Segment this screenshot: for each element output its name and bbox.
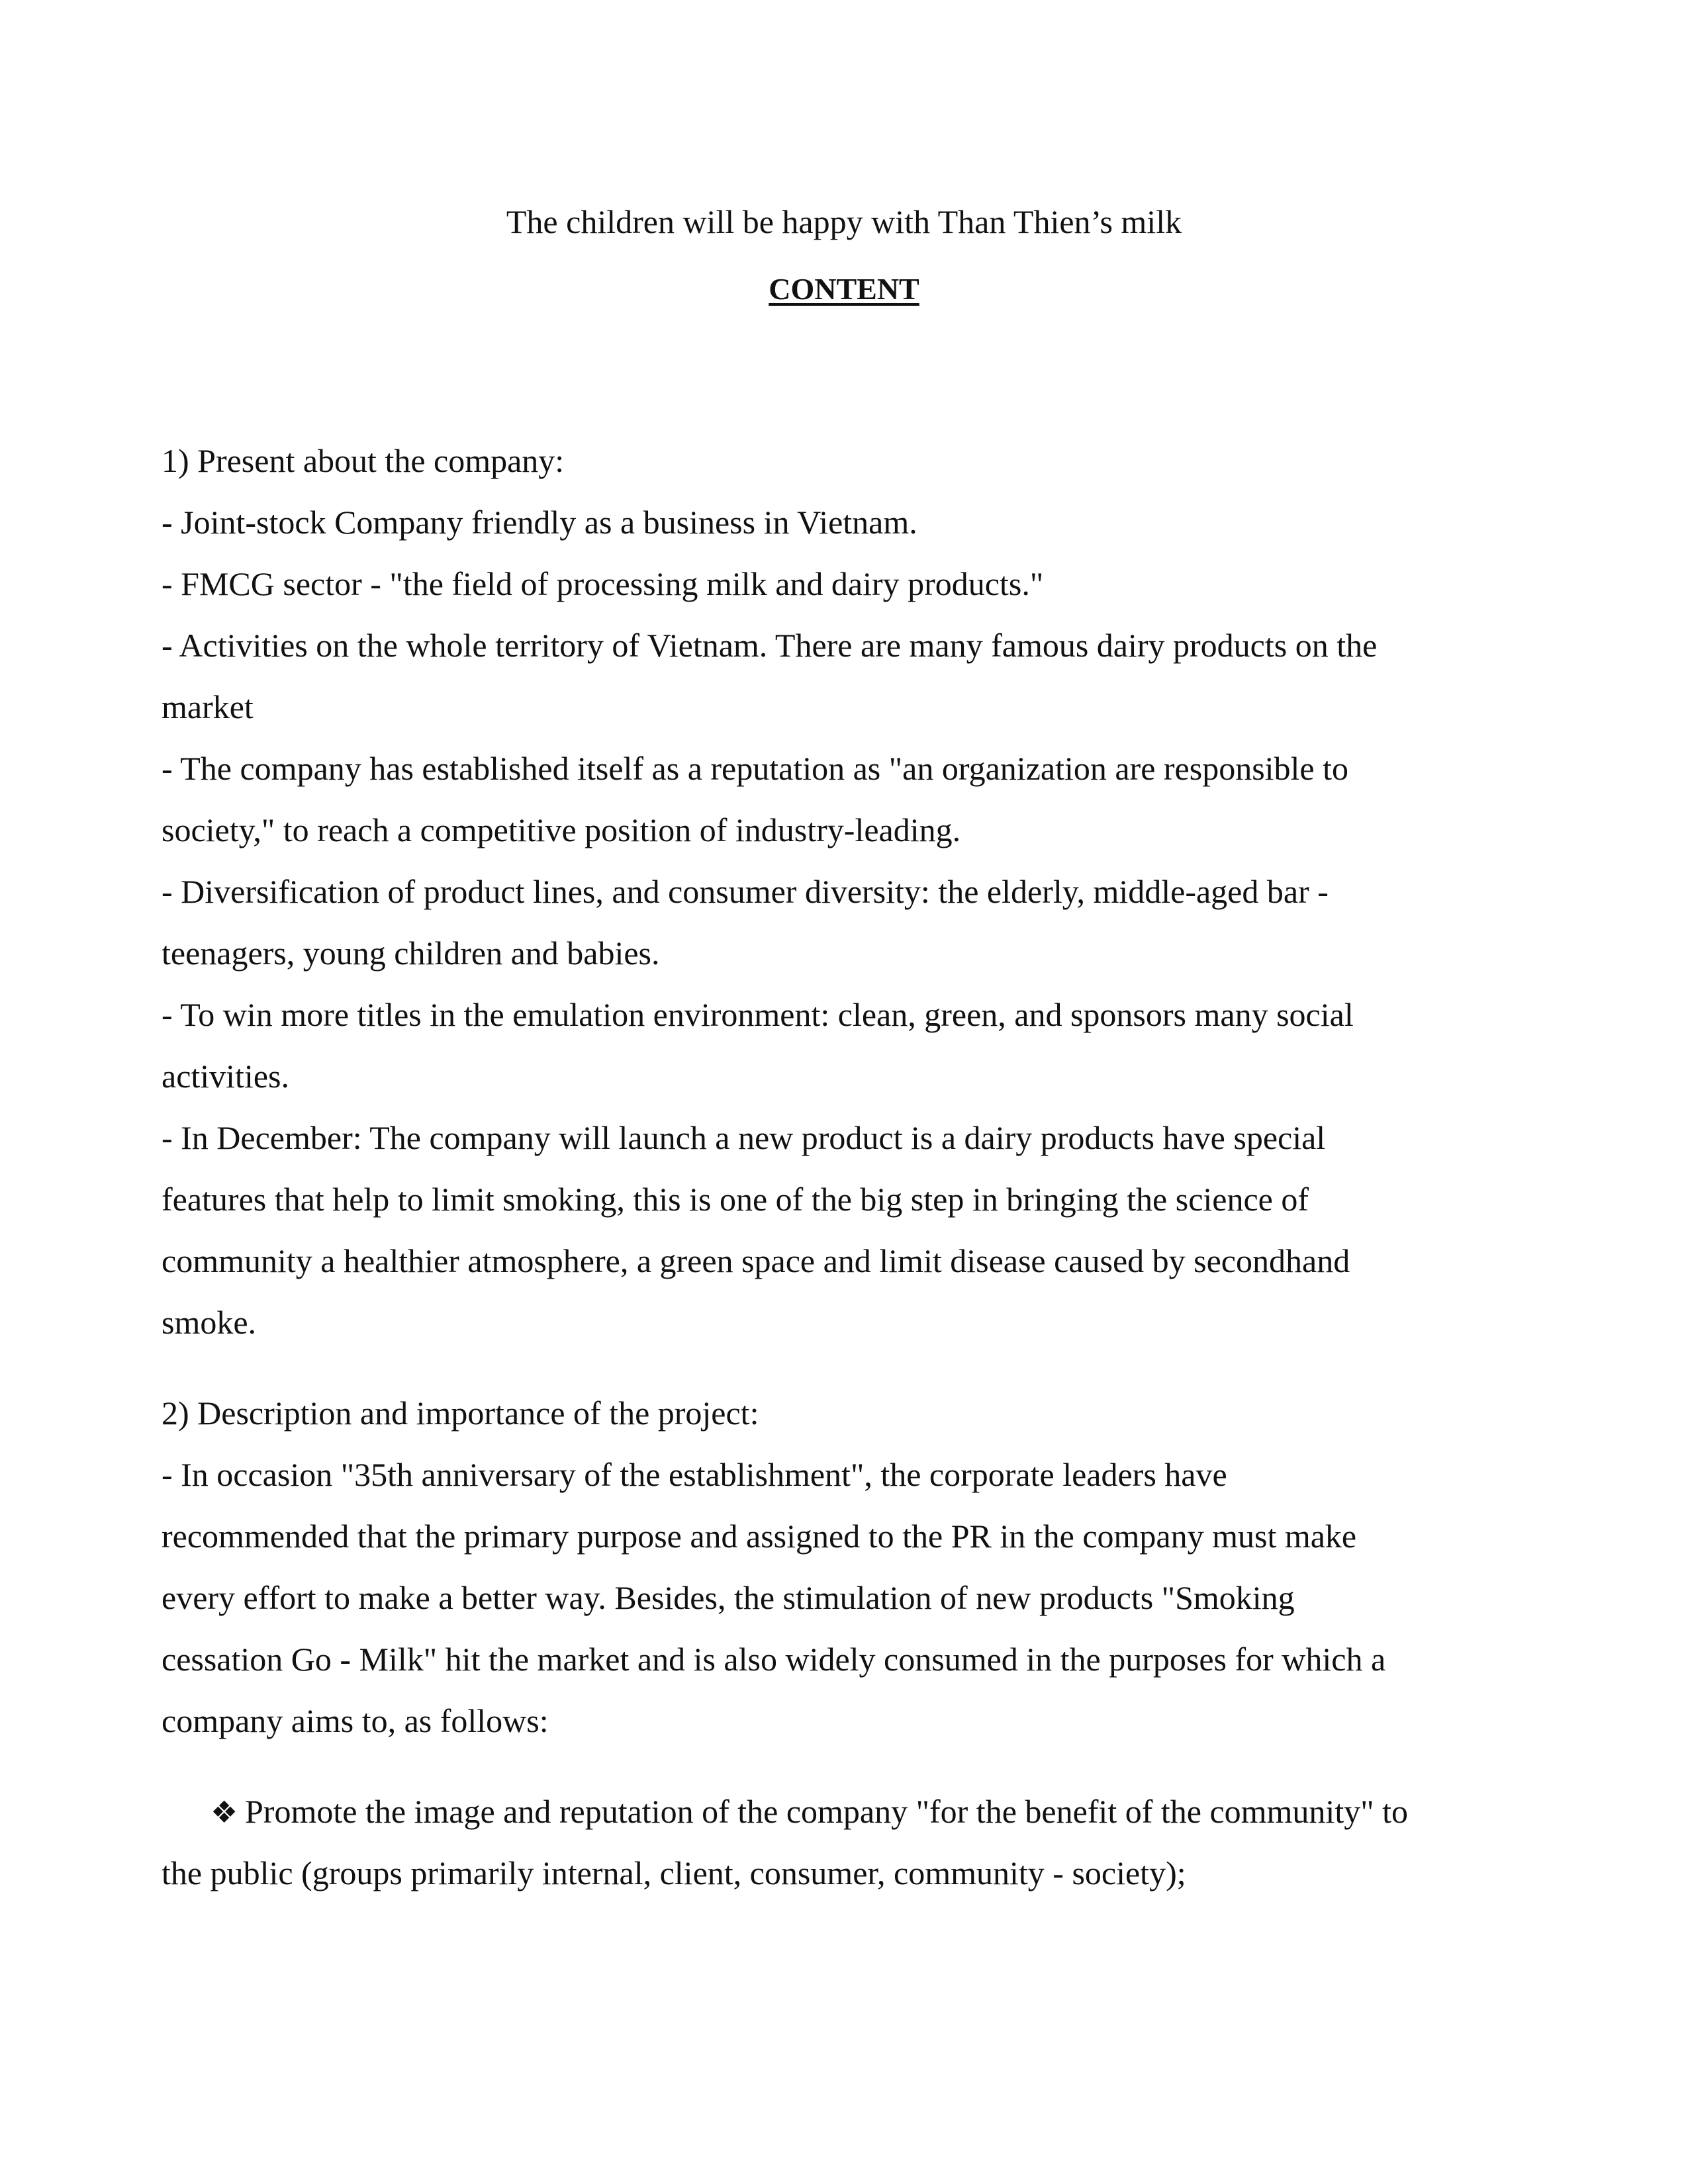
paragraph-line: - FMCG sector - "the field of processing milk and dairy products." bbox=[162, 565, 1044, 602]
paragraph-line: activities. bbox=[162, 1058, 289, 1095]
section-company bbox=[162, 430, 1532, 1353]
content-heading: CONTENT bbox=[769, 272, 919, 306]
paragraph-line: - The company has established itself as a reputation as "an organization are responsible to bbox=[162, 750, 1349, 787]
bullet-first-line bbox=[162, 1781, 1532, 1843]
paragraph-line: smoke. bbox=[162, 1304, 257, 1341]
bullet-text: Promote the image and reputation of the company "for the benefit of the community" to bbox=[245, 1793, 1409, 1830]
paragraph-line: - In December: The company will launch a new product is a dairy products have special bbox=[162, 1119, 1326, 1156]
bullet-item bbox=[162, 1781, 1532, 1904]
diamond-bullet-icon: ❖ bbox=[211, 1796, 238, 1829]
paragraph-line: - Diversification of product lines, and consumer diversity: the elderly, middle-aged bar - bbox=[162, 873, 1329, 910]
paragraph-line: society," to reach a competitive position of industry-leading. bbox=[162, 811, 961, 848]
paragraph-line: recommended that the primary purpose and assigned to the PR in the company must make bbox=[162, 1518, 1357, 1555]
section-heading: 2) Description and importance of the project: bbox=[162, 1394, 759, 1432]
paragraph-line: every effort to make a better way. Besides, the stimulation of new products "Smoking bbox=[162, 1579, 1295, 1616]
paragraph-line: - To win more titles in the emulation environment: clean, green, and sponsors many social bbox=[162, 996, 1354, 1033]
paragraph-line: - In occasion "35th anniversary of the establishment", the corporate leaders have bbox=[162, 1456, 1227, 1493]
paragraph-line: company aims to, as follows: bbox=[162, 1702, 549, 1739]
paragraph-line: teenagers, young children and babies. bbox=[162, 934, 660, 972]
paragraph-line: market bbox=[162, 688, 254, 725]
paragraph-line: - Activities on the whole territory of Vietnam. There are many famous dairy products on the bbox=[162, 627, 1378, 664]
paragraph-line: - Joint-stock Company friendly as a business in Vietnam. bbox=[162, 504, 917, 541]
section-project bbox=[162, 1383, 1532, 1752]
paragraph-line: cessation Go - Milk" hit the market and is also widely consumed in the purposes for which a bbox=[162, 1641, 1386, 1678]
document-body bbox=[162, 430, 1532, 1904]
document-title: The children will be happy with Than Thien’s milk bbox=[506, 203, 1182, 240]
section-heading: 1) Present about the company: bbox=[162, 442, 565, 479]
paragraph-line: community a healthier atmosphere, a green space and limit disease caused by secondhand bbox=[162, 1242, 1350, 1279]
paragraph-line: features that help to limit smoking, this is one of the big step in bringing the science of bbox=[162, 1181, 1309, 1218]
bullet-continuation: the public (groups primarily internal, client, consumer, community - society); bbox=[162, 1854, 1186, 1891]
